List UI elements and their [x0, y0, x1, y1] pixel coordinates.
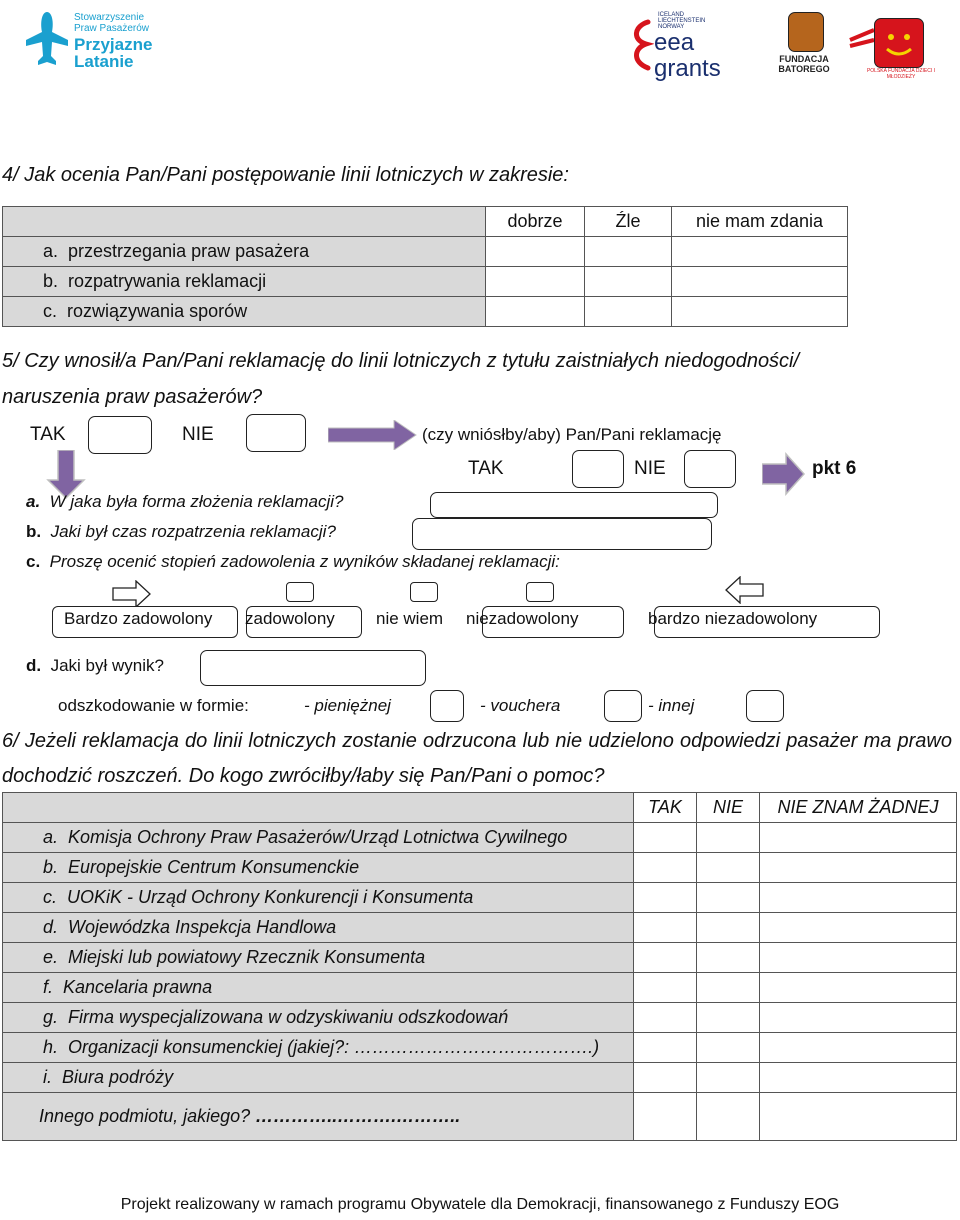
- q6-item-other: Innego podmiotu, jakiego? …………..……….………..: [3, 1093, 634, 1141]
- q6-item-g: g. Firma wyspecjalizowana w odzyskiwaniu odszkodowań: [3, 1003, 634, 1033]
- compensation-opt1-checkbox[interactable]: [430, 690, 464, 722]
- q6-item-a: a. Komisja Ochrony Praw Pasażerów/Urząd Lotnictwa Cywilnego: [3, 823, 634, 853]
- footer-text: Projekt realizowany w ramach programu Obywatele dla Demokracji, finansowanego z Funduszy EOG: [120, 1196, 840, 1213]
- q6-g-nieznam[interactable]: [760, 1003, 957, 1033]
- q6-i-nie[interactable]: [697, 1063, 760, 1093]
- q4-c-zle-cell[interactable]: [585, 297, 672, 327]
- q6-c-nieznam[interactable]: [760, 883, 957, 913]
- q4-item-b: b. rozpatrywania reklamacji: [3, 267, 486, 297]
- q5-sub-c: c. Proszę ocenić stopień zadowolenia z wyników składanej reklamacji:: [26, 552, 560, 571]
- q5-title-line1: 5/ Czy wnosił/a Pan/Pani reklamację do linii lotniczych z tytułu zaistniałych niedogodności/: [2, 350, 800, 372]
- compensation-opt3-label: - innej: [648, 696, 695, 715]
- q6-g-tak[interactable]: [634, 1003, 697, 1033]
- table-row: [3, 297, 848, 327]
- table-row: [3, 1093, 957, 1141]
- table-row: [3, 1033, 957, 1063]
- q5-tak2-checkbox[interactable]: [572, 450, 624, 488]
- q6-g-nie[interactable]: [697, 1003, 760, 1033]
- q6-a-nieznam[interactable]: [760, 823, 957, 853]
- compensation-opt2-checkbox[interactable]: [604, 690, 642, 722]
- q4-c-dobrze-cell[interactable]: [486, 297, 585, 327]
- table-row: [3, 853, 957, 883]
- table-row: [3, 973, 957, 1003]
- q5-sub-a: a. W jaka była forma złożenia reklamacji?: [26, 492, 344, 511]
- batory-emblem-icon: [788, 12, 824, 52]
- q5-nie-label: NIE: [182, 424, 214, 445]
- q6-h-nieznam[interactable]: [760, 1033, 957, 1063]
- scale-label-nie-wiem: nie wiem: [376, 609, 444, 628]
- q4-item-a: a. przestrzegania praw pasażera: [3, 237, 486, 267]
- q6-item-c: c. UOKiK - Urząd Ochrony Konkurencji i Konsumenta: [3, 883, 634, 913]
- q4-item-c: c. rozwiązywania sporów: [3, 297, 486, 327]
- q4-b-dobrze-cell[interactable]: [486, 267, 585, 297]
- q4-table: [2, 206, 848, 327]
- q6-col-nie: NIE: [697, 793, 760, 823]
- q4-title: 4/ Jak ocenia Pan/Pani postępowanie linii lotniczych w zakresie:: [2, 164, 569, 186]
- q4-a-zle-cell[interactable]: [585, 237, 672, 267]
- table-row: [3, 913, 957, 943]
- q6-b-nie[interactable]: [697, 853, 760, 883]
- q4-col-dobrze: dobrze: [486, 207, 585, 237]
- q5-tak2-label: TAK: [468, 458, 504, 479]
- q5-sub-b: b. Jaki był czas rozpatrzenia reklamacji?: [26, 522, 336, 541]
- eea-swirl-icon: [628, 18, 654, 78]
- q6-d-nie[interactable]: [697, 913, 760, 943]
- table-row: [3, 1063, 957, 1093]
- q6-f-nie[interactable]: [697, 973, 760, 1003]
- q6-item-h: h. Organizacji konsumenckiej (jakiej?: ………………………………….): [3, 1033, 634, 1063]
- grants-word: grants: [654, 55, 721, 82]
- q6-b-tak[interactable]: [634, 853, 697, 883]
- q6-col-tak: TAK: [634, 793, 697, 823]
- scale-zadowolony-checkbox[interactable]: [286, 582, 314, 602]
- q6-item-i: i. Biura podróży: [3, 1063, 634, 1093]
- table-row: [3, 267, 848, 297]
- table-row: [3, 823, 957, 853]
- q4-col-nie-mam-zdania: nie mam zdania: [672, 207, 848, 237]
- arrow-right-icon: [328, 420, 418, 450]
- q6-item-d: d. Wojewódzka Inspekcja Handlowa: [3, 913, 634, 943]
- q5-conditional-text: (czy wniósłby/aby) Pan/Pani reklamację: [422, 425, 722, 444]
- q4-b-zle-cell[interactable]: [585, 267, 672, 297]
- scale-label-niezadowolony: niezadowolony: [466, 609, 579, 628]
- q5-sub-a-input[interactable]: [430, 492, 718, 518]
- scale-niezadowolony-checkbox[interactable]: [526, 582, 554, 602]
- q6-e-nie[interactable]: [697, 943, 760, 973]
- q6-a-tak[interactable]: [634, 823, 697, 853]
- batory-label: FUNDACJA BATOREGO: [778, 54, 830, 74]
- pfdim-face-icon: [874, 18, 924, 68]
- logo-eea-grants: [628, 12, 738, 82]
- q5-nie2-checkbox[interactable]: [684, 450, 736, 488]
- table-row: [3, 1003, 957, 1033]
- q6-i-tak[interactable]: [634, 1063, 697, 1093]
- q6-col-nie-znam: NIE ZNAM ŻADNEJ: [760, 793, 957, 823]
- table-row: [3, 237, 848, 267]
- arrow-right-small-icon: [762, 452, 806, 496]
- q4-c-niemam-cell[interactable]: [672, 297, 848, 327]
- logo-pfdim: [848, 10, 954, 80]
- scale-nie-wiem-checkbox[interactable]: [410, 582, 438, 602]
- q5-tak-checkbox[interactable]: [88, 416, 152, 454]
- q6-item-e: e. Miejski lub powiatowy Rzecznik Konsumenta: [3, 943, 634, 973]
- q6-d-tak[interactable]: [634, 913, 697, 943]
- compensation-opt3-checkbox[interactable]: [746, 690, 784, 722]
- q6-other-nie[interactable]: [697, 1093, 760, 1141]
- eea-countries: ICELAND LIECHTENSTEIN NORWAY: [658, 12, 706, 30]
- arrow-left-outline-icon: [724, 576, 764, 604]
- logo-subtitle: Stowarzyszenie Praw Pasażerów: [74, 12, 150, 34]
- table-row: [3, 943, 957, 973]
- q5-sub-d: d. Jaki był wynik?: [26, 656, 164, 675]
- q5-nie2-label: NIE: [634, 458, 666, 479]
- q5-sub-b-input[interactable]: [412, 518, 712, 550]
- q6-e-nieznam[interactable]: [760, 943, 957, 973]
- logo-title: Przyjazne Latanie: [74, 35, 153, 71]
- compensation-opt2-label: - vouchera: [480, 696, 561, 715]
- q6-i-nieznam[interactable]: [760, 1063, 957, 1093]
- q5-goto-label: pkt 6: [812, 458, 857, 479]
- q6-d-nieznam[interactable]: [760, 913, 957, 943]
- q6-a-nie[interactable]: [697, 823, 760, 853]
- q5-tak-label: TAK: [30, 424, 66, 445]
- plane-logo-icon: [22, 8, 72, 68]
- q6-other-nieznam[interactable]: [760, 1093, 957, 1141]
- arrow-right-outline-icon: [112, 580, 152, 608]
- q6-item-b: b. Europejskie Centrum Konsumenckie: [3, 853, 634, 883]
- pfdim-label: POLSKA FUNDACJA DZIECI I MŁODZIEŻY: [866, 68, 936, 80]
- q6-h-tak[interactable]: [634, 1033, 697, 1063]
- scale-label-zadowolony: zadowolony: [245, 609, 335, 628]
- q4-header-blank: [3, 207, 486, 237]
- q6-c-tak[interactable]: [634, 883, 697, 913]
- compensation-opt1-label: - pieniężnej: [304, 696, 391, 715]
- q5-nie-checkbox[interactable]: [246, 414, 306, 452]
- q5-title-line2: naruszenia praw pasażerów?: [2, 386, 263, 408]
- scale-label-bardzo-niezadowolony: bardzo niezadowolony: [648, 609, 818, 628]
- q4-b-niemam-cell[interactable]: [672, 267, 848, 297]
- q5-sub-d-input[interactable]: [200, 650, 426, 686]
- q6-f-nieznam[interactable]: [760, 973, 957, 1003]
- scale-label-bardzo-zadowolony: Bardzo zadowolony: [64, 609, 213, 628]
- table-row: [3, 883, 957, 913]
- q6-c-nie[interactable]: [697, 883, 760, 913]
- q6-b-nieznam[interactable]: [760, 853, 957, 883]
- compensation-label: odszkodowanie w formie:: [58, 696, 249, 715]
- q4-a-niemam-cell[interactable]: [672, 237, 848, 267]
- q6-header-blank: [3, 793, 634, 823]
- q6-f-tak[interactable]: [634, 973, 697, 1003]
- q4-col-zle: Źle: [585, 207, 672, 237]
- logo-przyjazne-latanie: [22, 8, 162, 78]
- q6-item-f: f. Kancelaria prawna: [3, 973, 634, 1003]
- q6-h-nie[interactable]: [697, 1033, 760, 1063]
- eea-word: eea: [654, 29, 695, 56]
- q4-a-dobrze-cell[interactable]: [486, 237, 585, 267]
- q6-title: 6/ Jeżeli reklamacja do linii lotniczych zostanie odrzucona lub nie udzielono odpowiedzi pasażer ma prawo dochodzić roszczeń. Do kogo zwróciłby/łaby się Pan/Pani o pomoc?: [2, 730, 952, 787]
- q6-other-tak[interactable]: [634, 1093, 697, 1141]
- q6-e-tak[interactable]: [634, 943, 697, 973]
- q6-table: [2, 792, 957, 1141]
- logo-fundacja-batorego: [770, 12, 836, 82]
